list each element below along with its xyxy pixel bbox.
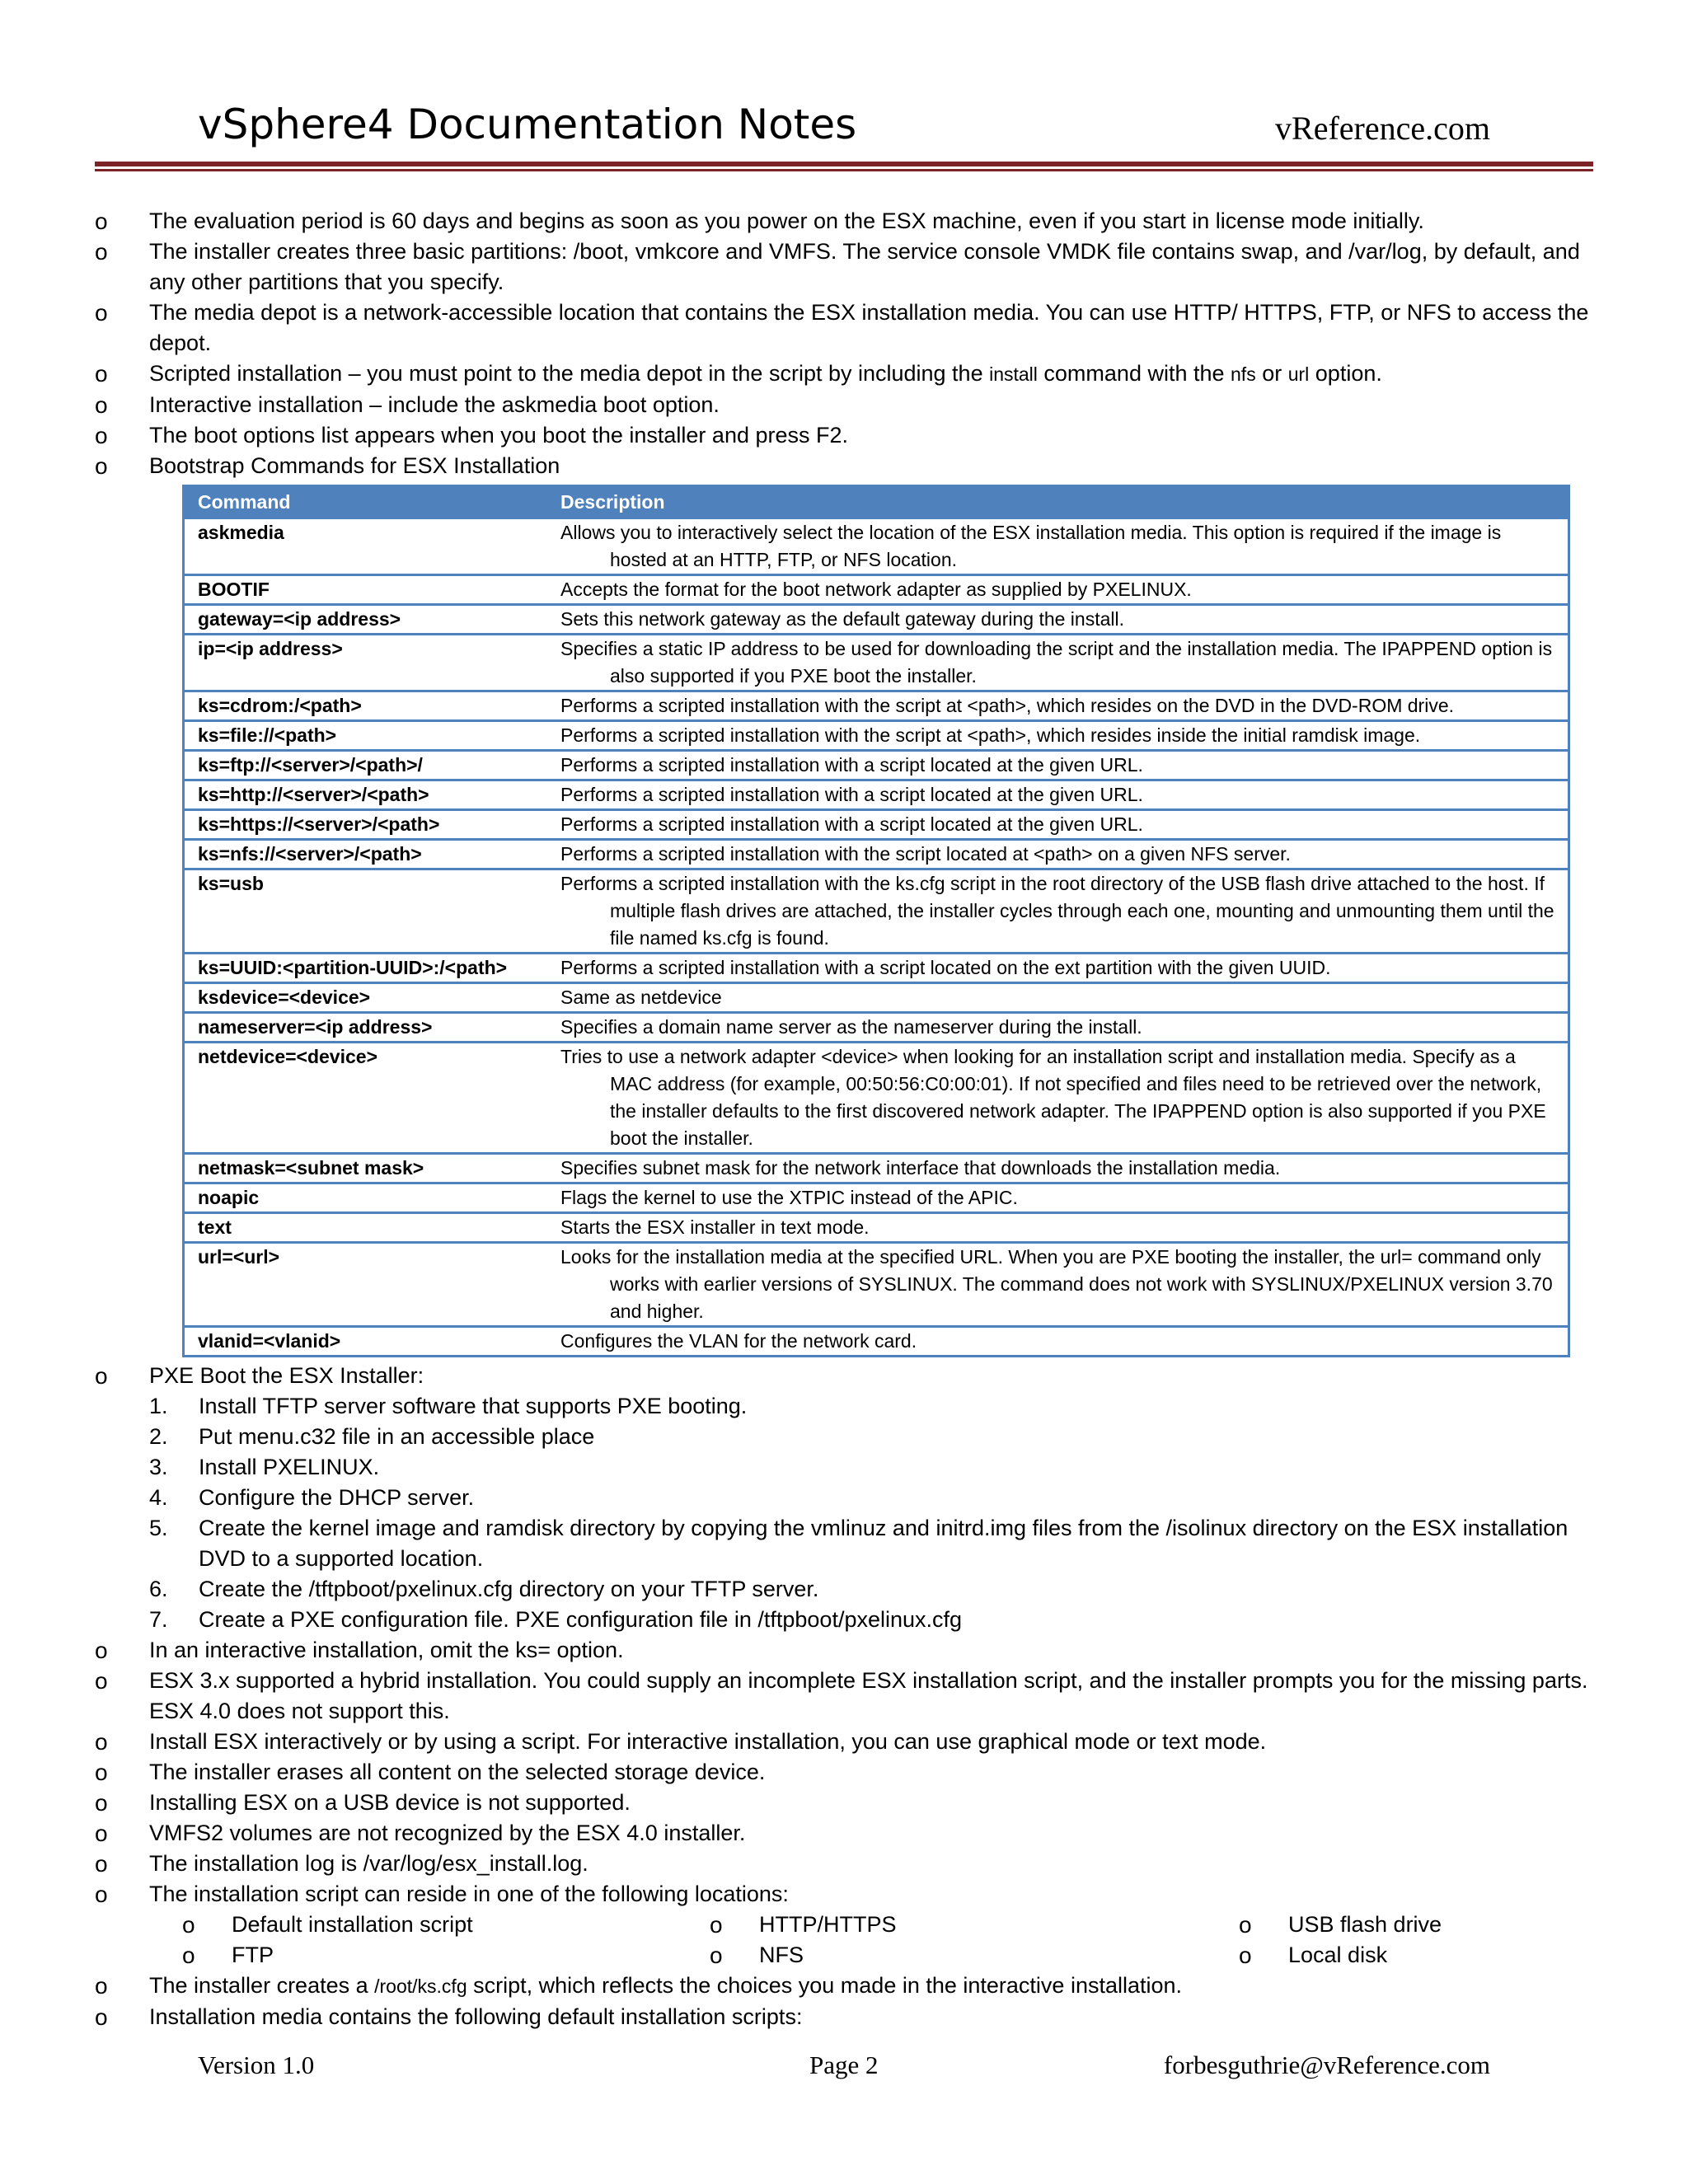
command-cell: noapic: [184, 1183, 548, 1213]
description-text: Performs a scripted installation with a script located at the given URL.: [560, 813, 1143, 835]
description-cell: [547, 518, 1569, 575]
bullet-marker: o: [95, 1363, 108, 1389]
description-text: Same as netdevice: [560, 987, 722, 1008]
step-number: 2.: [149, 1424, 168, 1449]
inline-command: nfs: [1231, 363, 1256, 385]
description-cell: [547, 1013, 1569, 1043]
command-cell: netmask=<subnet mask>: [184, 1154, 548, 1183]
table-row: [184, 1043, 1569, 1154]
description-text: Flags the kernel to use the XTPIC instead of the APIC.: [560, 1187, 1018, 1208]
location-item: [710, 1940, 897, 1971]
description-cell: [547, 1327, 1569, 1357]
step-number: 7.: [149, 1607, 168, 1632]
command-cell: ks=cdrom:/<path>: [184, 691, 548, 721]
command-cell: ks=nfs://<server>/<path>: [184, 840, 548, 869]
list-item: [95, 298, 1595, 359]
list-item-text: Installing ESX on a USB device is not supported.: [149, 1790, 631, 1815]
bullet-marker: o: [182, 1943, 195, 1968]
description-cell: [547, 780, 1569, 810]
list-item-text: ESX 3.x supported a hybrid installation. You could supply an incomplete ESX installation script, and the installer prompts you for the missing parts. ESX 4.0 does not support this.: [149, 1668, 1588, 1723]
footer-version: Version 1.0: [198, 2050, 315, 2079]
column-header-command: Command: [184, 486, 548, 518]
location-text: HTTP/HTTPS: [759, 1912, 897, 1937]
description-cell: [547, 1043, 1569, 1154]
numbered-step: [95, 1391, 1595, 1422]
list-item: [95, 420, 1595, 451]
footer-page-number: Page 2: [809, 2050, 879, 2079]
location-text: FTP: [232, 1943, 274, 1967]
table-row: [184, 575, 1569, 605]
step-number: 1.: [149, 1394, 168, 1418]
numbered-step: [95, 1483, 1595, 1513]
description-cell: [547, 635, 1569, 691]
description-text: Performs a scripted installation with the ks.cfg script in the root directory of the USB flash drive attached to the host. If multiple flash drives are attached, the installer cycles through each one, mounting and unmounting them until the file named ks.cfg is found.: [560, 873, 1554, 949]
step-number: 3.: [149, 1455, 168, 1479]
location-text: NFS: [759, 1943, 804, 1967]
description-cell: [547, 751, 1569, 780]
list-item: [95, 1788, 1595, 1818]
location-item: [1239, 1940, 1442, 1971]
table-header-row: [184, 486, 1569, 518]
list-item: [95, 451, 1595, 481]
numbered-step: [95, 1422, 1595, 1452]
bullet-marker: o: [95, 2004, 108, 2030]
command-cell: ksdevice=<device>: [184, 983, 548, 1013]
list-item: [95, 1757, 1595, 1788]
description-cell: [547, 721, 1569, 751]
command-cell: ks=ftp://<server>/<path>/: [184, 751, 548, 780]
list-item: [95, 206, 1595, 237]
step-number: 6.: [149, 1577, 168, 1601]
list-item-text: The installation script can reside in one of the following locations:: [149, 1882, 789, 1906]
list-item: [95, 237, 1595, 298]
numbered-step: [95, 1605, 1595, 1635]
bullet-marker: o: [95, 1882, 108, 1907]
description-text: Specifies a domain name server as the nameserver during the install.: [560, 1016, 1142, 1038]
bullet-marker: o: [710, 1912, 723, 1938]
description-text: Performs a scripted installation with the script at <path>, which resides inside the initial ramdisk image.: [560, 724, 1421, 746]
list-item-text: The evaluation period is 60 days and begins as soon as you power on the ESX machine, even if you start in license mode initially.: [149, 209, 1424, 233]
description-text: Performs a scripted installation with the script at <path>, which resides on the DVD in the DVD-ROM drive.: [560, 695, 1455, 716]
location-text: Default installation script: [232, 1912, 473, 1937]
description-text: Specifies subnet mask for the network interface that downloads the installation media.: [560, 1157, 1281, 1179]
description-text: Tries to use a network adapter <device> when looking for an installation script and installation media. Specify as a MAC address (for example, 00:50:56:C0:00:01). If not specified and files need to be retrieved over the network, the installer defaults to the first discovered network adapter. The IPAPPEND option is also supported if you PXE boot the installer.: [560, 1046, 1546, 1149]
pxe-heading: PXE Boot the ESX Installer:: [149, 1363, 424, 1388]
bullet-marker: o: [95, 1821, 108, 1846]
description-cell: [547, 691, 1569, 721]
description-text: Performs a scripted installation with a script located on the ext partition with the given UUID.: [560, 957, 1331, 978]
table-row: [184, 810, 1569, 840]
description-cell: [547, 1213, 1569, 1243]
description-cell: [547, 954, 1569, 983]
bullet-marker: o: [95, 1760, 108, 1785]
table-row: [184, 1213, 1569, 1243]
list-item: [95, 1727, 1595, 1757]
numbered-step: [95, 1513, 1595, 1574]
description-text: Looks for the installation media at the specified URL. When you are PXE booting the installer, the url= command only works with earlier versions of SYSLINUX. The command does not work with SYSLINUX/PXELINUX version 3.70 and higher.: [560, 1246, 1553, 1322]
step-text: Create a PXE configuration file. PXE configuration file in /tftpboot/pxelinux.cfg: [199, 1607, 963, 1632]
description-cell: [547, 810, 1569, 840]
footer-rule: [95, 2036, 1593, 2038]
list-item: [95, 1849, 1595, 1879]
command-cell: ks=UUID:<partition-UUID>:/<path>: [184, 954, 548, 983]
command-cell: BOOTIF: [184, 575, 548, 605]
command-cell: ks=https://<server>/<path>: [184, 810, 548, 840]
description-cell: [547, 605, 1569, 635]
description-text: Performs a scripted installation with the script located at <path> on a given NFS server.: [560, 843, 1291, 865]
list-item-text: In an interactive installation, omit the ks= option.: [149, 1638, 624, 1662]
description-text: Sets this network gateway as the default gateway during the install.: [560, 608, 1125, 630]
locations-list: [95, 1910, 1595, 1971]
table-row: [184, 1327, 1569, 1357]
command-cell: url=<url>: [184, 1243, 548, 1327]
notes-content: [95, 206, 1595, 2032]
header-site: vReference.com: [1275, 110, 1490, 147]
table-row: [184, 721, 1569, 751]
description-text: Allows you to interactively select the location of the ESX installation media. This option is required if the image is hosted at an HTTP, FTP, or NFS location.: [560, 522, 1502, 570]
command-cell: vlanid=<vlanid>: [184, 1327, 548, 1357]
description-text: Performs a scripted installation with a script located at the given URL.: [560, 754, 1143, 776]
location-text: USB flash drive: [1288, 1912, 1442, 1937]
bullet-marker: o: [95, 1729, 108, 1755]
table-row: [184, 751, 1569, 780]
inline-command: url: [1287, 363, 1310, 385]
inline-command: install: [989, 363, 1038, 385]
bullet-marker: o: [95, 361, 108, 387]
list-item: o Scripted installation – you must point to the media depot in the script by including the install command with the nfs or url option.: [95, 359, 1595, 390]
description-text: Configures the VLAN for the network card.: [560, 1330, 917, 1352]
table-row: [184, 954, 1569, 983]
list-item: [95, 390, 1595, 420]
table-row: [184, 840, 1569, 869]
bullet-marker: o: [95, 1851, 108, 1877]
description-text: Accepts the format for the boot network adapter as supplied by PXELINUX.: [560, 579, 1192, 600]
bullet-marker: o: [95, 392, 108, 418]
bullet-marker: o: [95, 239, 108, 265]
list-item-text: Interactive installation – include the askmedia boot option.: [149, 392, 720, 417]
list-item-text: Bootstrap Commands for ESX Installation: [149, 453, 560, 478]
command-cell: ks=file://<path>: [184, 721, 548, 751]
location-item: [1239, 1910, 1442, 1940]
command-cell: netdevice=<device>: [184, 1043, 548, 1154]
list-item: [95, 1879, 1595, 1910]
bullet-marker: o: [182, 1912, 195, 1938]
command-cell: gateway=<ip address>: [184, 605, 548, 635]
list-item-text: The installation log is /var/log/esx_install.log.: [149, 1851, 588, 1876]
description-cell: [547, 1154, 1569, 1183]
table-row: [184, 691, 1569, 721]
table-row: [184, 1154, 1569, 1183]
description-cell: [547, 869, 1569, 954]
list-item: o The installer creates a /root/ks.cfg script, which reflects the choices you made in the interactive installation.: [95, 1971, 1595, 2002]
command-cell: ks=usb: [184, 869, 548, 954]
bullet-marker: o: [710, 1943, 723, 1968]
command-cell: ip=<ip address>: [184, 635, 548, 691]
header-rule: [95, 162, 1593, 171]
description-cell: [547, 1243, 1569, 1327]
bullet-marker: o: [95, 1668, 108, 1694]
inline-path: /root/ks.cfg: [374, 1975, 467, 1997]
table-row: [184, 780, 1569, 810]
table-row: [184, 1183, 1569, 1213]
table-row: [184, 605, 1569, 635]
step-number: 5.: [149, 1516, 168, 1540]
table-row: [184, 869, 1569, 954]
location-text: Local disk: [1288, 1943, 1388, 1967]
list-item-text: Install ESX interactively or by using a script. For interactive installation, you can use graphical mode or text mode.: [149, 1729, 1267, 1754]
table-row: [184, 1243, 1569, 1327]
bullet-marker: o: [95, 453, 108, 479]
table-row: [184, 1013, 1569, 1043]
numbered-step: [95, 1452, 1595, 1483]
list-item: [95, 1635, 1595, 1666]
list-item-text: The installer creates three basic partitions: /boot, vmkcore and VMFS. The service console VMDK file contains swap, and /var/log, by default, and any other partitions that you specify.: [149, 239, 1580, 294]
bullet-marker: o: [95, 1638, 108, 1663]
step-text: Create the kernel image and ramdisk directory by copying the vmlinuz and initrd.img files from the /isolinux directory on the ESX installation DVD to a supported location.: [199, 1516, 1568, 1571]
bootstrap-commands-table: [182, 485, 1570, 1357]
header-title: vSphere4 Documentation Notes: [198, 101, 857, 148]
description-cell: [547, 840, 1569, 869]
list-item-text: VMFS2 volumes are not recognized by the ESX 4.0 installer.: [149, 1821, 746, 1845]
description-text: Performs a scripted installation with a script located at the given URL.: [560, 784, 1143, 805]
step-text: Configure the DHCP server.: [199, 1485, 475, 1510]
description-text: Starts the ESX installer in text mode.: [560, 1216, 870, 1238]
footer-email: forbesguthrie@vReference.com: [1163, 2050, 1490, 2079]
command-cell: text: [184, 1213, 548, 1243]
bullet-marker: o: [1239, 1912, 1252, 1938]
step-text: Put menu.c32 file in an accessible place: [199, 1424, 595, 1449]
location-item: [710, 1910, 897, 1940]
bullet-marker: o: [95, 423, 108, 448]
description-cell: [547, 575, 1569, 605]
table-row: [184, 635, 1569, 691]
list-item-text: The boot options list appears when you boot the installer and press F2.: [149, 423, 849, 448]
list-item: [95, 1818, 1595, 1849]
bullet-marker: o: [95, 300, 108, 326]
command-cell: askmedia: [184, 518, 548, 575]
description-cell: [547, 983, 1569, 1013]
table-row: [184, 518, 1569, 575]
list-item-text: The installer erases all content on the selected storage device.: [149, 1760, 766, 1784]
step-text: Create the /tftpboot/pxelinux.cfg directory on your TFTP server.: [199, 1577, 819, 1601]
command-cell: ks=http://<server>/<path>: [184, 780, 548, 810]
step-text: Install TFTP server software that supports PXE booting.: [199, 1394, 748, 1418]
bullet-marker: o: [1239, 1943, 1252, 1968]
column-header-description: Description: [547, 486, 1569, 518]
numbered-step: [95, 1574, 1595, 1605]
location-item: [182, 1940, 473, 1971]
bullet-marker: o: [95, 209, 108, 234]
command-cell: nameserver=<ip address>: [184, 1013, 548, 1043]
step-text: Install PXELINUX.: [199, 1455, 380, 1479]
list-item: [95, 1361, 1595, 1391]
bullet-marker: o: [95, 1790, 108, 1816]
step-number: 4.: [149, 1485, 168, 1510]
list-item: o Installation media contains the following default installation scripts:: [95, 2002, 1595, 2032]
table-row: [184, 983, 1569, 1013]
list-item: [95, 1666, 1595, 1727]
description-text: Specifies a static IP address to be used for downloading the script and the installation media. The IPAPPEND option is also supported if you PXE boot the installer.: [560, 638, 1553, 687]
location-item: [182, 1910, 473, 1940]
bullet-marker: o: [95, 1973, 108, 1999]
description-cell: [547, 1183, 1569, 1213]
list-item-text: The media depot is a network-accessible location that contains the ESX installation media. You can use HTTP/ HTTPS, FTP, or NFS to access the depot.: [149, 300, 1589, 355]
